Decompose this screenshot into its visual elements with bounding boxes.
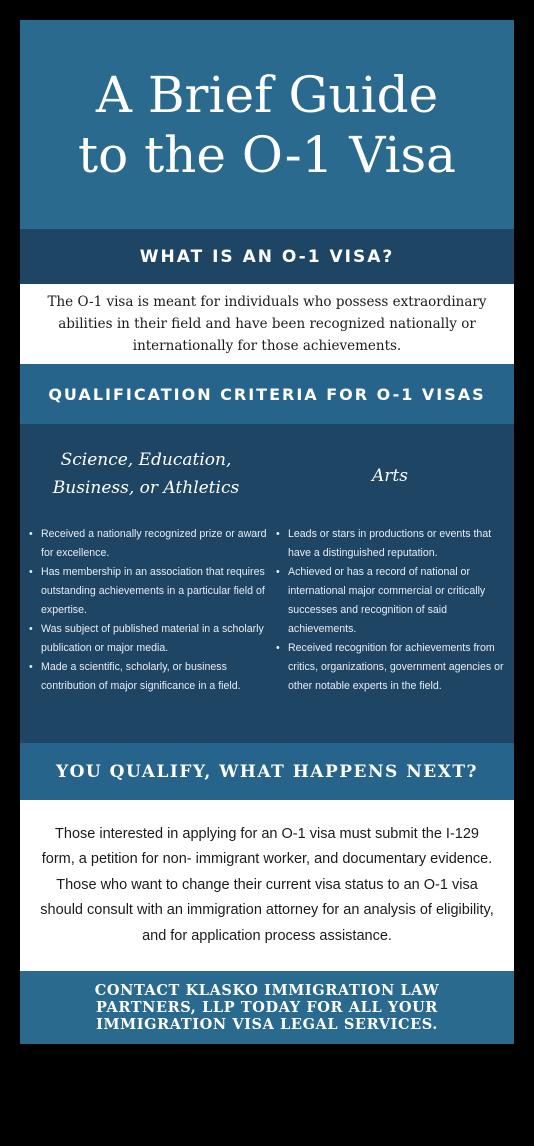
contact-text: CONTACT KLASKO IMMIGRATION LAW PARTNERS, LLP TODAY FOR ALL YOUR IMMIGRATION VISA LEGAL SERVICES. [94, 982, 440, 1033]
list-item: • Received recognition for achievements from critics, organizations, government agencies or other notable experts in the field. [276, 639, 514, 696]
title-banner [20, 20, 514, 229]
what-is-heading-band [20, 229, 514, 284]
list-item: • Achieved or has a record of national or international major commercial or critically successes and recognition of said achievements. [276, 563, 514, 639]
title-line-2: to the O-1 Visa [78, 125, 456, 184]
list-item: • Made a scientific, scholarly, or business contribution of major significance in a field. [29, 658, 269, 696]
criteria-heading-band [20, 364, 514, 424]
list-item: • Has membership in an association that requires outstanding achievements in a particular field of expertise. [29, 563, 269, 620]
criteria-heading: QUALIFICATION CRITERIA FOR O-1 VISAS [48, 384, 486, 404]
science-criteria-list [29, 525, 269, 696]
science-title-line-2: Business, or Athletics [52, 478, 240, 498]
criteria-section [20, 424, 514, 743]
list-item: • Received a nationally recognized prize or award for excellence. [29, 525, 269, 563]
arts-criteria-list [276, 525, 514, 696]
science-title-line-1: Science, Education, [60, 450, 232, 470]
list-item: • Leads or stars in productions or events that have a distinguished reputation. [276, 525, 514, 563]
infographic-poster [20, 20, 514, 1044]
next-body: Those interested in applying for an O-1 visa must submit the I-129 form, a petition for non- immigrant worker, and documentary evidence. Those who want to change their current visa status to an O-1 visa should consult with an immigration attorney for an analysis of eligibility, and for application process assistance. [40, 825, 494, 944]
what-is-heading: WHAT IS AN O-1 VISA? [139, 246, 395, 267]
what-is-box [20, 284, 514, 364]
title-line-1: A Brief Guide [95, 65, 439, 124]
arts-column-title: Arts [372, 466, 408, 486]
contact-banner [20, 971, 514, 1044]
science-column-title [28, 446, 264, 502]
list-item: • Was subject of published material in a scholarly publication or major media. [29, 620, 269, 658]
next-heading-band [20, 743, 514, 800]
next-heading: YOU QUALIFY, WHAT HAPPENS NEXT? [55, 761, 479, 782]
what-is-body: The O-1 visa is meant for individuals who possess extraordinary abilities in their field and have been recognized nationally or internationally for those achievements. [47, 294, 487, 354]
next-box [20, 800, 514, 971]
